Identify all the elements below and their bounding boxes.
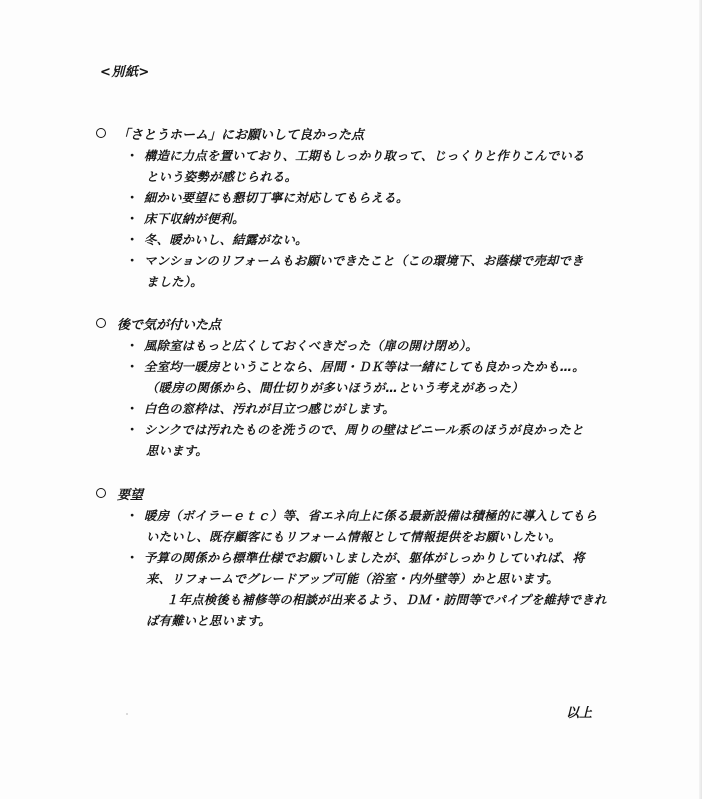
bullet-icon: ・ [126, 149, 139, 163]
item-line: シンクでは汚れたものを洗うので、周りの壁はビニール系のほうが良かったと [144, 423, 584, 437]
item-line: （暖房の関係から、間仕切りが多いほうが…という考えがあった） [146, 381, 524, 395]
list-item [96, 188, 606, 209]
bullet-icon: ・ [126, 509, 139, 523]
scan-speck [126, 713, 128, 715]
item-line: 暖房（ボイラーｅｔｃ）等、省エネ向上に係る最新設備は積極的に導入してもら [144, 509, 598, 523]
item-line: 来、リフォームでグレードアップ可能（浴室・内外壁等）かと思います。 [146, 572, 559, 586]
bullet-icon: ・ [126, 254, 139, 268]
list-item [96, 420, 606, 462]
attachment-label: <別紙> [100, 65, 150, 80]
bullet-icon: ・ [126, 360, 139, 374]
section-noticed-points [96, 313, 616, 462]
section-heading [96, 123, 616, 143]
bullet-icon: ・ [126, 402, 139, 416]
section-title: 「さとうホーム」にお願いして良かった点 [117, 127, 365, 143]
closing-mark: 以上 [566, 706, 593, 721]
item-line: 予算の関係から標準仕様でお願いしましたが、躯体がしっかりしていれば、将 [144, 551, 585, 565]
item-line: ば有難いと思います。 [146, 614, 271, 628]
section-heading [96, 313, 616, 333]
item-line: という姿勢が感じられる。 [146, 170, 298, 184]
list-item [96, 209, 606, 230]
item-line: 構造に力点を置いており、工期もしっかり取って、じっくりと作りこんでいる [144, 149, 585, 163]
section-good-points [96, 123, 616, 293]
bullet-icon: ・ [126, 191, 139, 205]
list-item [96, 146, 606, 188]
item-line: 細かい要望にも懇切丁寧に対応してもらえる。 [144, 191, 409, 205]
list-item [96, 336, 606, 357]
item-list [96, 336, 616, 462]
item-line: ました）。 [146, 275, 203, 289]
circle-marker-icon [96, 318, 106, 328]
bullet-icon: ・ [126, 423, 139, 437]
circle-marker-icon [96, 128, 106, 138]
item-list [96, 506, 616, 632]
item-line: 思います。 [146, 444, 209, 458]
item-list [96, 146, 616, 293]
item-line: 白色の窓枠は、汚れが目立つ感じがします。 [144, 402, 395, 416]
item-line: いたいし、既存顧客にもリフォーム情報として情報提供をお願いしたい。 [146, 530, 562, 544]
item-line: 風除室はもっと広くしておくべきだった（扉の開け閉め）。 [144, 339, 478, 353]
section-title: 後で気が付いた点 [117, 317, 222, 333]
section-requests [96, 483, 616, 632]
list-item [96, 251, 606, 293]
list-item [96, 357, 606, 399]
bullet-icon: ・ [126, 233, 139, 247]
item-line: マンションのリフォームもお願いできたこと（この環境下、お蔭様で売却でき [144, 254, 584, 268]
list-item [96, 548, 606, 632]
item-line: 床下収納が便利。 [144, 212, 245, 226]
item-line: １年点検後も補修等の相談が出来るよう、ＤＭ・訪問等でパイプを維持できれ [166, 593, 607, 607]
bullet-icon: ・ [126, 212, 139, 226]
bullet-icon: ・ [126, 551, 139, 565]
section-heading [96, 483, 616, 503]
item-line: 全室均一暖房ということなら、居間・ＤＫ等は一緒にしても良かったかも…。 [144, 360, 585, 374]
list-item [96, 230, 606, 251]
section-title: 要望 [117, 487, 144, 503]
bullet-icon: ・ [126, 339, 139, 353]
circle-marker-icon [96, 488, 106, 498]
list-item [96, 399, 606, 420]
list-item [96, 506, 606, 548]
item-line: 冬、暖かいし、結露がない。 [144, 233, 308, 247]
